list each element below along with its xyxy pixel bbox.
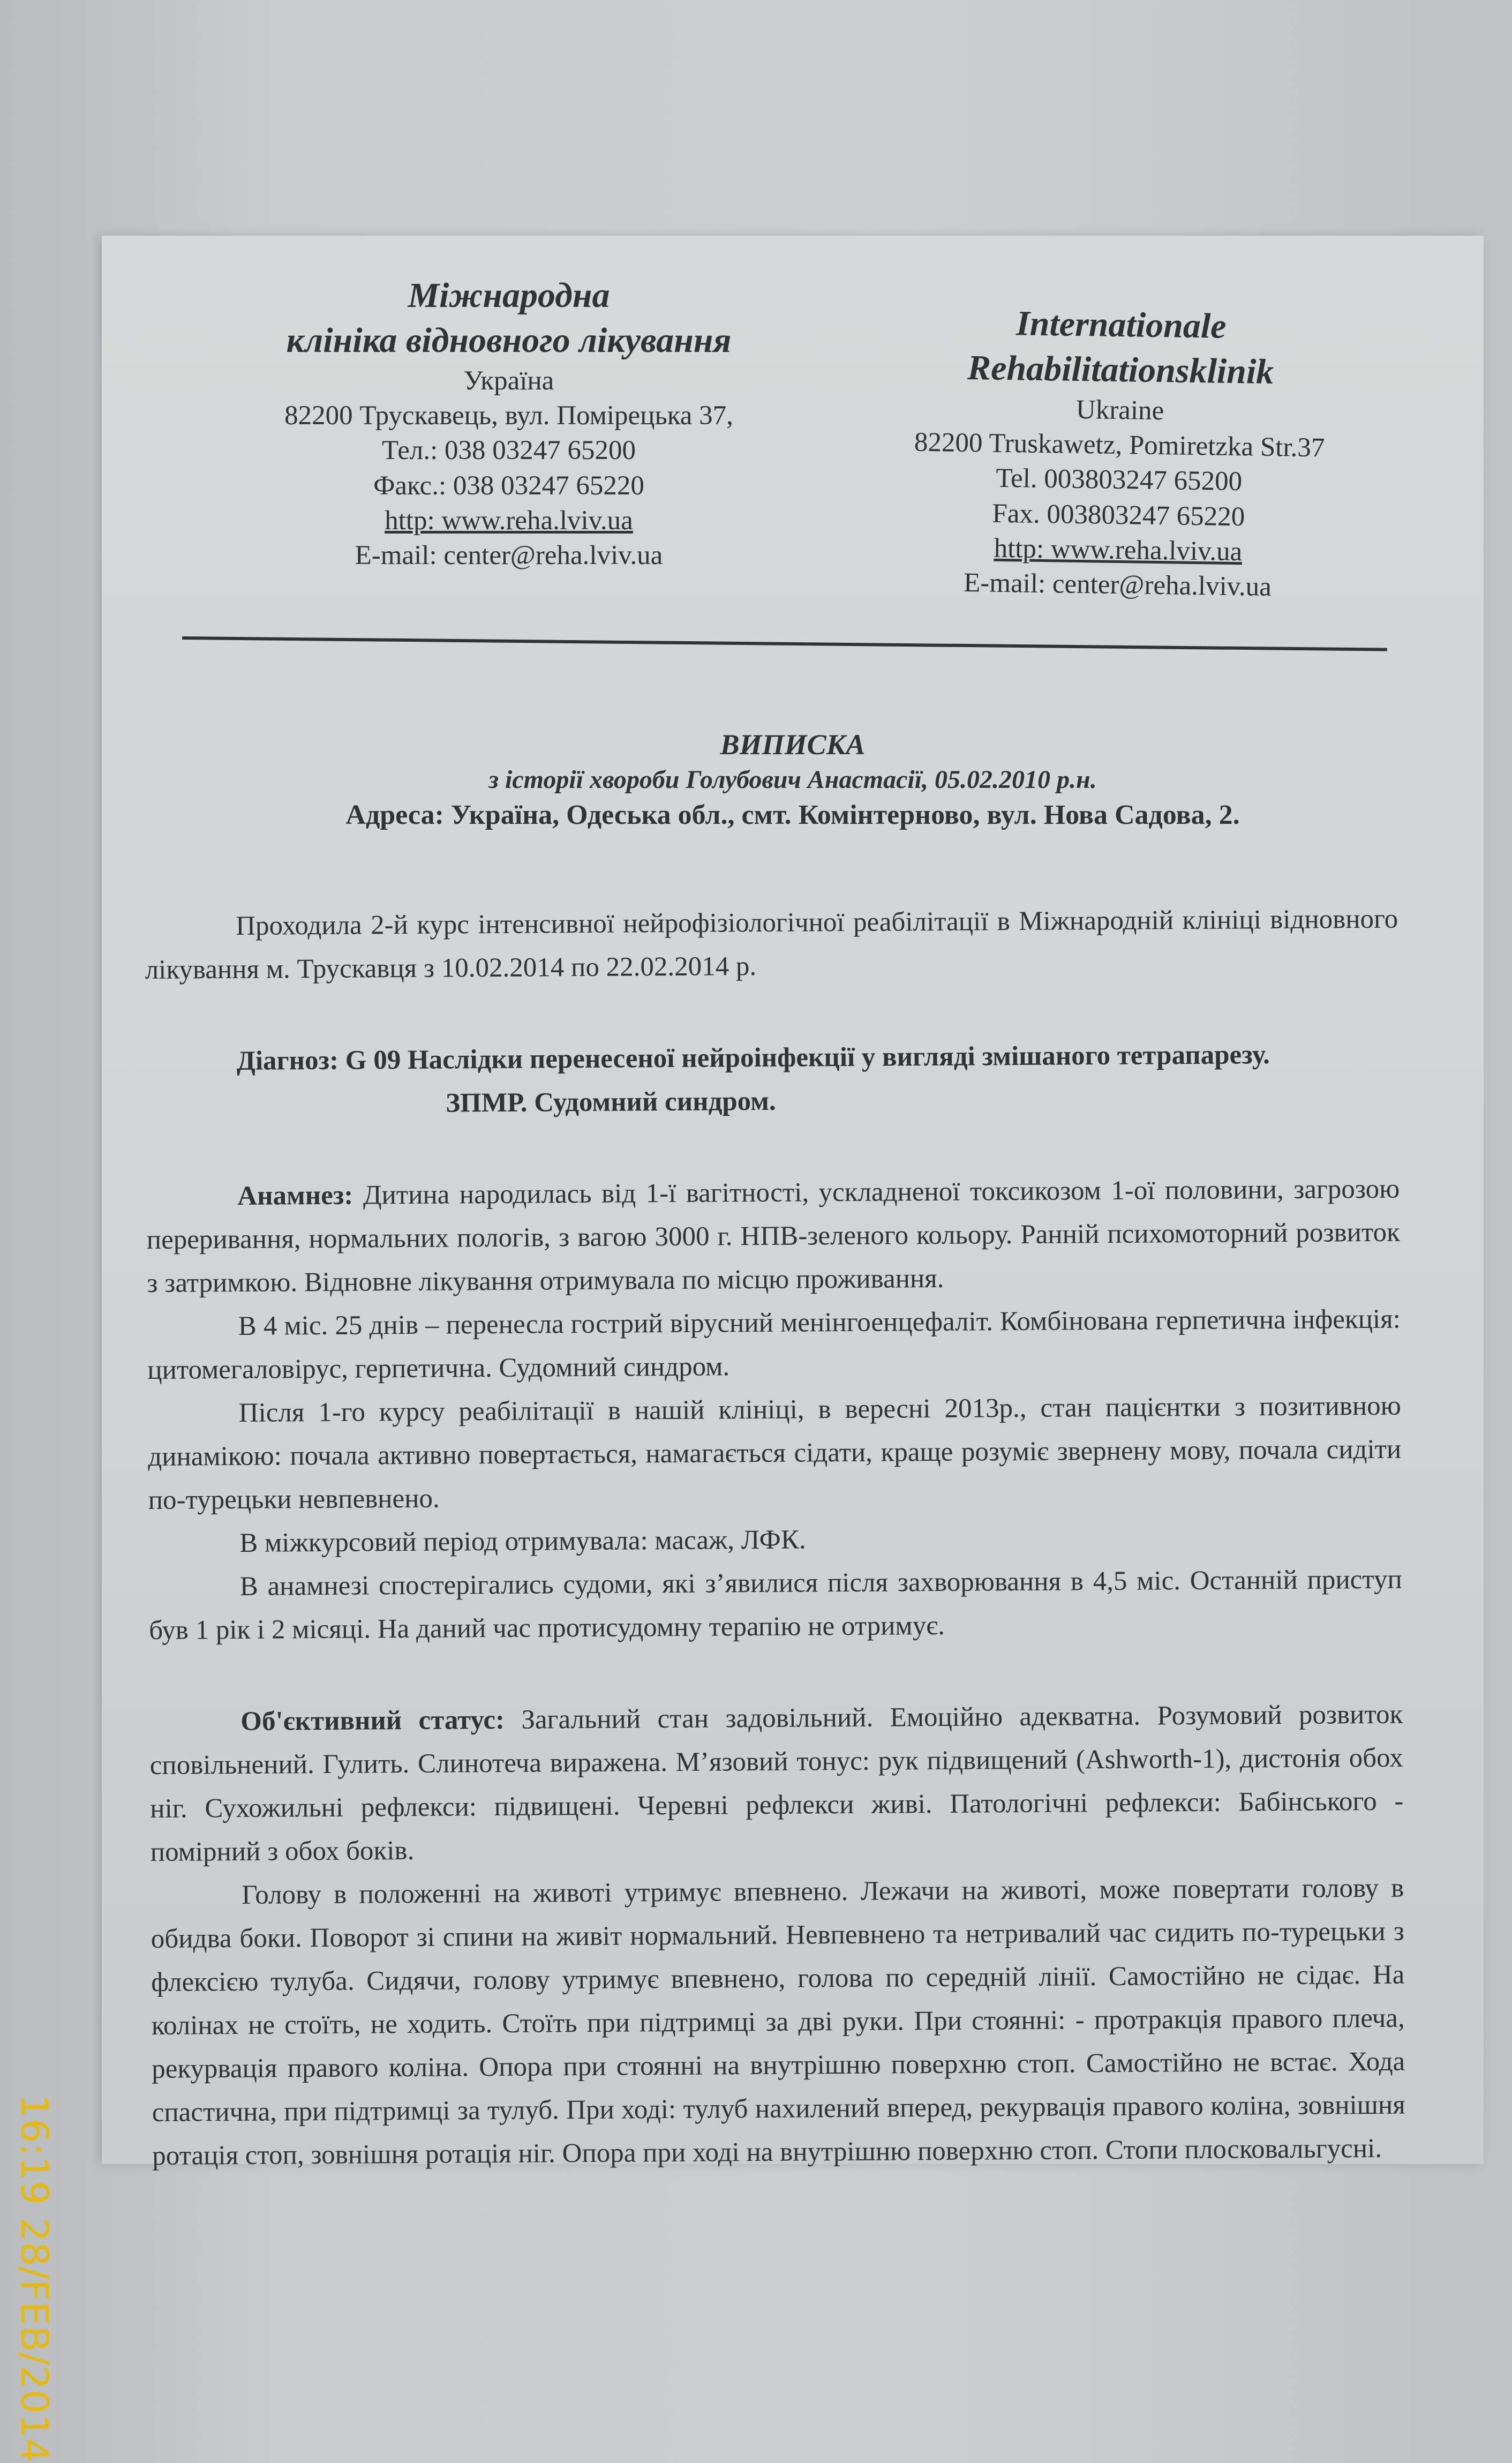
diagnosis-line2: ЗПМР. Судомний синдром. <box>446 1086 776 1118</box>
clinic-name-line2: клініка відновного лікування <box>286 321 732 361</box>
clinic-email: E-mail: center@reha.lviv.ua <box>355 540 663 571</box>
document-title-block <box>177 726 1409 833</box>
clinic-country-de: Ukraine <box>1075 394 1164 426</box>
clinic-name-line1: Міжнародна <box>408 276 610 315</box>
anamnesis-paragraph-5: В анамнезі спостерігались судоми, які з’явилися після захворювання в 4,5 міс. Останній приступ був 1 рік і 2 місяці. На даний час протисудомну терапію не отримує. <box>149 1564 1402 1646</box>
diagnosis-line1 <box>237 1033 1399 1083</box>
document-body <box>145 898 1405 2178</box>
anamnesis-label: Анамнез: <box>237 1180 353 1211</box>
anamnesis-paragraph-3: Після 1-го курсу реабілітації в нашій клініці, в вересні 2013р., стан пацієнтки з позитивною динамікою: почала активно повертається, намагається сідати, краще розуміє звернену мову, почала сидіти по-турецьки невпевнено. <box>148 1391 1402 1515</box>
status-label: Об'єктивний статус: <box>240 1704 505 1737</box>
clinic-website-de: http: www.reha.lviv.ua <box>994 533 1243 567</box>
photo-date-stamp: 16:19 28/FEB/2014 <box>12 2094 56 2463</box>
clinic-header-german <box>849 299 1389 606</box>
status-text-1: Загальний стан задовільний. Емоційно адекватна. Розумовий розвиток сповільнений. Гулить. Слинотеча виражена. М’язовий тонус: рук підвищений (Ashworth-1), дистонія обох ніг. Сухожильні рефлекси: підвищені. Черевні рефлекси живі. Патологічні рефлекси: Бабінського - помірний з обох боків. <box>149 1699 1404 1867</box>
clinic-fax: Факс.: 038 03247 65220 <box>373 470 644 501</box>
diagnosis-text: G 09 Наслідки перенесеної нейроінфекції у вигляді змішаного тетрапарезу. <box>345 1040 1270 1076</box>
clinic-email-de: E-mail: center@reha.lviv.ua <box>963 568 1272 603</box>
clinic-website: http: www.reha.lviv.ua <box>385 506 633 536</box>
clinic-address: 82200 Трускавець, вул. Помірецька 37, <box>284 401 733 431</box>
clinic-name-line2-de: Rehabilitationsklinik <box>967 348 1274 392</box>
anamnesis-paragraph-4: В міжкурсовий період отримувала: масаж, ЛФК. <box>239 1525 806 1558</box>
anamnesis-paragraph-2: В 4 міс. 25 днів – перенесла гострий вірусний менінгоенцефаліт. Комбінована герпетична інфекція: цитомегаловірус, герпетична. Судомний синдром. <box>147 1304 1401 1385</box>
clinic-name-line1-de: Internationale <box>1015 304 1227 346</box>
clinic-phone: Тел.: 038 03247 65200 <box>382 435 636 466</box>
status-paragraph-2: Голову в положенні на животі утримує впевнено. Лежачи на животі, може повертати голову в обидва боки. Поворот зі спини на живіт нормальний. Невпевнено та нетривалий час сидить по-турецьки з флексією тулуба. Сидячи, голову утримує впевнено, голова по середній лінії. Самостійно не сідає. На колінах не стоїть, не ходить. Стоїть при підтримці за дві руки. При стоянні: - протракція правого плеча, рекурвація правого коліна. Опора при стоянні на внутрішню поверхню стоп. Самостійно не встає. Хода спастична, при підтримці за тулуб. При ході: тулуб нахилений вперед, рекурвація правого коліна, зовнішня ротація стоп, зовнішня ротація ніг. Опора при ході на внутрішню поверхню стоп. Стопи плосковальгусні. <box>151 1873 1405 2171</box>
clinic-header-ukrainian <box>177 273 841 574</box>
status-paragraph-1 <box>149 1693 1404 1874</box>
clinic-country: Україна <box>463 365 554 396</box>
clinic-address-de: 82200 Truskawetz, Pomiretzka Str.37 <box>914 427 1325 463</box>
anamnesis-text-1: Дитина народилась від 1-ї вагітності, ускладненої токсикозом 1-ої половини, загрозою переривання, нормальних пологів, з вагою 3000 г. НПВ-зеленого кольору. Ранній психомоторний розвиток з затримкою. Відновне лікування отримувала по місцю проживання. <box>146 1174 1400 1298</box>
clinic-phone-de: Tel. 003803247 65200 <box>996 463 1243 497</box>
diagnosis-label: Діагноз: <box>236 1045 339 1076</box>
patient-address: Адреса: Україна, Одеська обл., смт. Комінтерново, вул. Нова Садова, 2. <box>345 799 1240 830</box>
clinic-fax-de: Fax. 003803247 65220 <box>992 498 1245 532</box>
document-title: ВИПИСКА <box>720 729 866 761</box>
anamnesis-paragraph-1 <box>146 1168 1400 1305</box>
patient-subtitle: з історії хвороби Голубович Анастасії, 05.02.2010 р.н. <box>488 765 1097 794</box>
intro-paragraph: Проходила 2-й курс інтенсивної нейрофізіологічної реабілітації в Міжнародній клініці відновного лікування м. Трускавця з 10.02.2014 по 22.02.2014 р. <box>145 904 1398 985</box>
